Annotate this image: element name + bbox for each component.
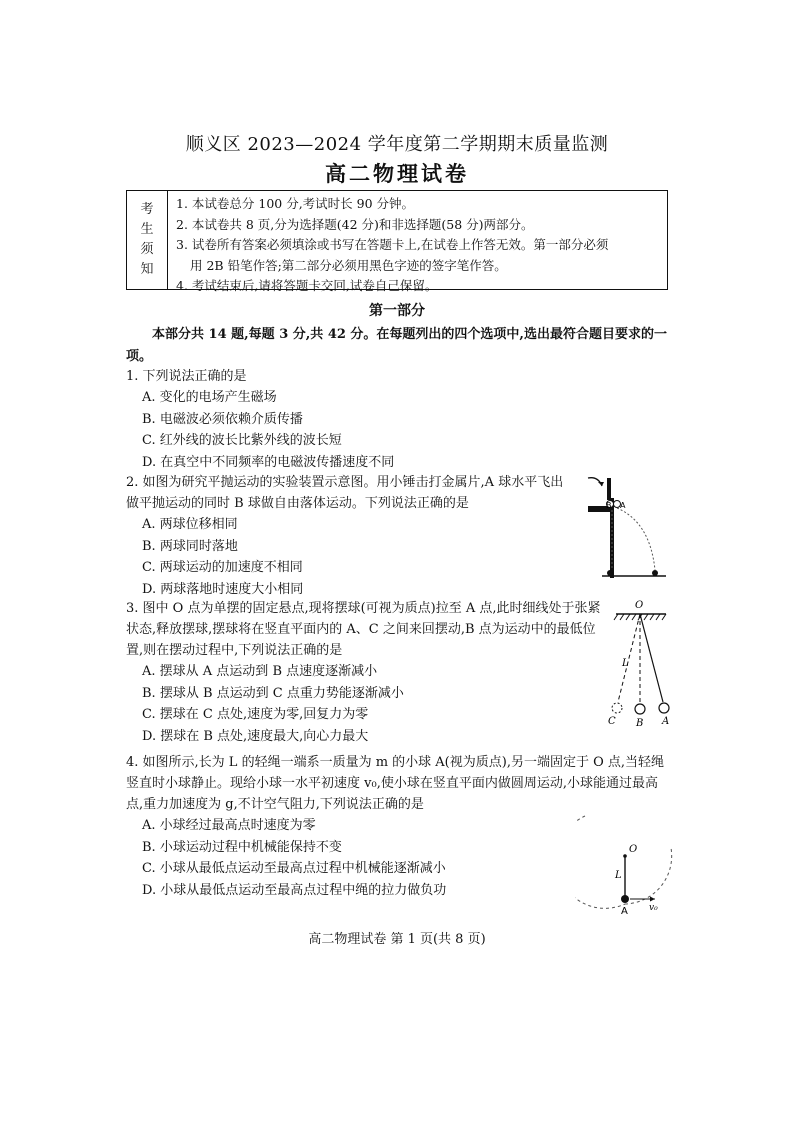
question-option: D. 小球从最低点运动至最高点过程中绳的拉力做负功 — [142, 882, 447, 898]
question-option: D. 在真空中不同频率的电磁波传播速度不同 — [142, 454, 395, 470]
question-option: C. 红外线的波长比紫外线的波长短 — [142, 433, 342, 448]
ball-b — [635, 704, 645, 714]
label-c: C — [608, 716, 616, 727]
label-b: B — [606, 501, 612, 510]
notice-item: 3. 试卷所有答案必须填涂或书写在答题卡上,在试卷上作答无效。第一部分必须 — [176, 237, 609, 252]
label-b: B — [636, 718, 644, 728]
notice-label-char: 生 — [140, 222, 154, 237]
question-option: A. 小球经过最高点时速度为零 — [142, 818, 316, 833]
question-2 — [126, 472, 576, 600]
exam-title: 顺义区 2023—2024 学年度第二学期期末质量监测 — [185, 134, 609, 155]
ball-a-landed — [652, 570, 658, 576]
label-l: L — [615, 870, 622, 881]
question-option: C. 小球从最低点运动至最高点过程中机械能逐渐减小 — [142, 861, 446, 876]
notice-item: 1. 本试卷总分 100 分,考试时长 90 分钟。 — [176, 196, 415, 211]
string-to-a — [640, 614, 663, 702]
ball-a — [621, 895, 629, 903]
notice-item: 用 2B 铅笔作答;第二部分必须用黑色字迹的签字笔作答。 — [190, 257, 507, 273]
notice-items — [168, 191, 667, 293]
projectile-apparatus-figure — [580, 472, 670, 582]
notice-label — [127, 191, 168, 289]
notice-label-char: 知 — [140, 262, 154, 277]
question-option: A. 变化的电场产生磁场 — [142, 390, 277, 405]
question-option: D. 摆球在 B 点处,速度最大,向心力最大 — [142, 728, 369, 744]
question-option: C. 摆球在 C 点处,速度为零,回复力为零 — [142, 707, 369, 722]
label-a: A — [621, 906, 628, 917]
question-option: B. 小球运动过程中机械能保持不变 — [142, 839, 342, 855]
ball-b-landed — [607, 570, 613, 576]
question-option: D. 两球落地时速度大小相同 — [142, 581, 304, 597]
question-1 — [126, 366, 671, 473]
candidate-notice-box — [126, 190, 668, 293]
question-option: B. 电磁波必须依赖介质传播 — [142, 411, 303, 427]
part-title: 第一部分 — [369, 303, 425, 319]
part-instruction: 本部分共 14 题,每题 3 分,共 42 分。在每题列出的四个选项中,选出最符合题目要求的一项。 — [126, 327, 667, 364]
question-option: B. 摆球从 B 点运动到 C 点重力势能逐渐减小 — [142, 685, 404, 701]
ball-a — [659, 703, 669, 713]
circle-path-left — [575, 816, 625, 908]
question-stem: 2. 如图为研究平抛运动的实验装置示意图。用小锤击打金属片,A 球水平飞出做平抛运动的同时 B 球做自由落体运动。下列说法正确的是 — [126, 475, 564, 511]
pendulum-figure — [602, 598, 680, 728]
notice-item: 4. 考试结束后,请将答题卡交回,试卷自己保留。 — [176, 278, 438, 293]
notice-item: 2. 本试卷共 8 页,分为选择题(42 分)和非选择题(58 分)两部分。 — [176, 216, 534, 232]
ball-c — [612, 703, 622, 713]
hammer-arrow-head — [598, 482, 604, 486]
question-option: B. 两球同时落地 — [142, 538, 238, 554]
circular-motion-figure — [575, 808, 680, 918]
circle-path-right — [625, 848, 672, 904]
question-stem: 1. 下列说法正确的是 — [126, 369, 247, 384]
exam-subtitle: 高二物理试卷 — [325, 161, 469, 186]
question-3 — [126, 598, 604, 747]
hammer-arrow — [588, 478, 602, 486]
label-a: A — [662, 716, 670, 727]
label-a: A — [620, 501, 626, 510]
question-option: A. 摆球从 A 点运动到 B 点速度逐渐减小 — [142, 664, 378, 679]
question-stem: 3. 图中 O 点为单摆的固定悬点,现将摆球(可视为质点)拉至 A 点,此时细线处于张紧状态,释放摆球,摆球将在竖直平面内的 A、C 之间来回摆动,B 点为运动中的最低位置,则在摆动过程中,下列说法正确的是 — [126, 601, 601, 658]
label-o: O — [629, 844, 638, 855]
label-l: L — [622, 658, 629, 669]
projectile-path — [617, 508, 655, 570]
question-option: C. 两球运动的加速度不相同 — [142, 560, 303, 575]
question-option: A. 两球位移相同 — [142, 517, 238, 532]
question-stem: 4. 如图所示,长为 L 的轻绳一端系一质量为 m 的小球 A(视为质点),另一端固定于 O 点,当轻绳竖直时小球静止。现给小球一水平初速度 v₀,使小球在竖直平面内做圆周运动,小球能通过最高点,重力加速度为 g,不计空气阻力,下列说法正确的是 — [126, 755, 665, 812]
notice-label-char: 考 — [140, 202, 154, 217]
notice-label-char: 须 — [140, 242, 154, 257]
label-o: O — [635, 600, 644, 611]
label-v0: v₀ — [649, 903, 658, 913]
page-footer: 高二物理试卷 第 1 页(共 8 页) — [308, 932, 486, 947]
velocity-arrow-head — [650, 897, 655, 902]
metal-plate — [607, 478, 611, 500]
